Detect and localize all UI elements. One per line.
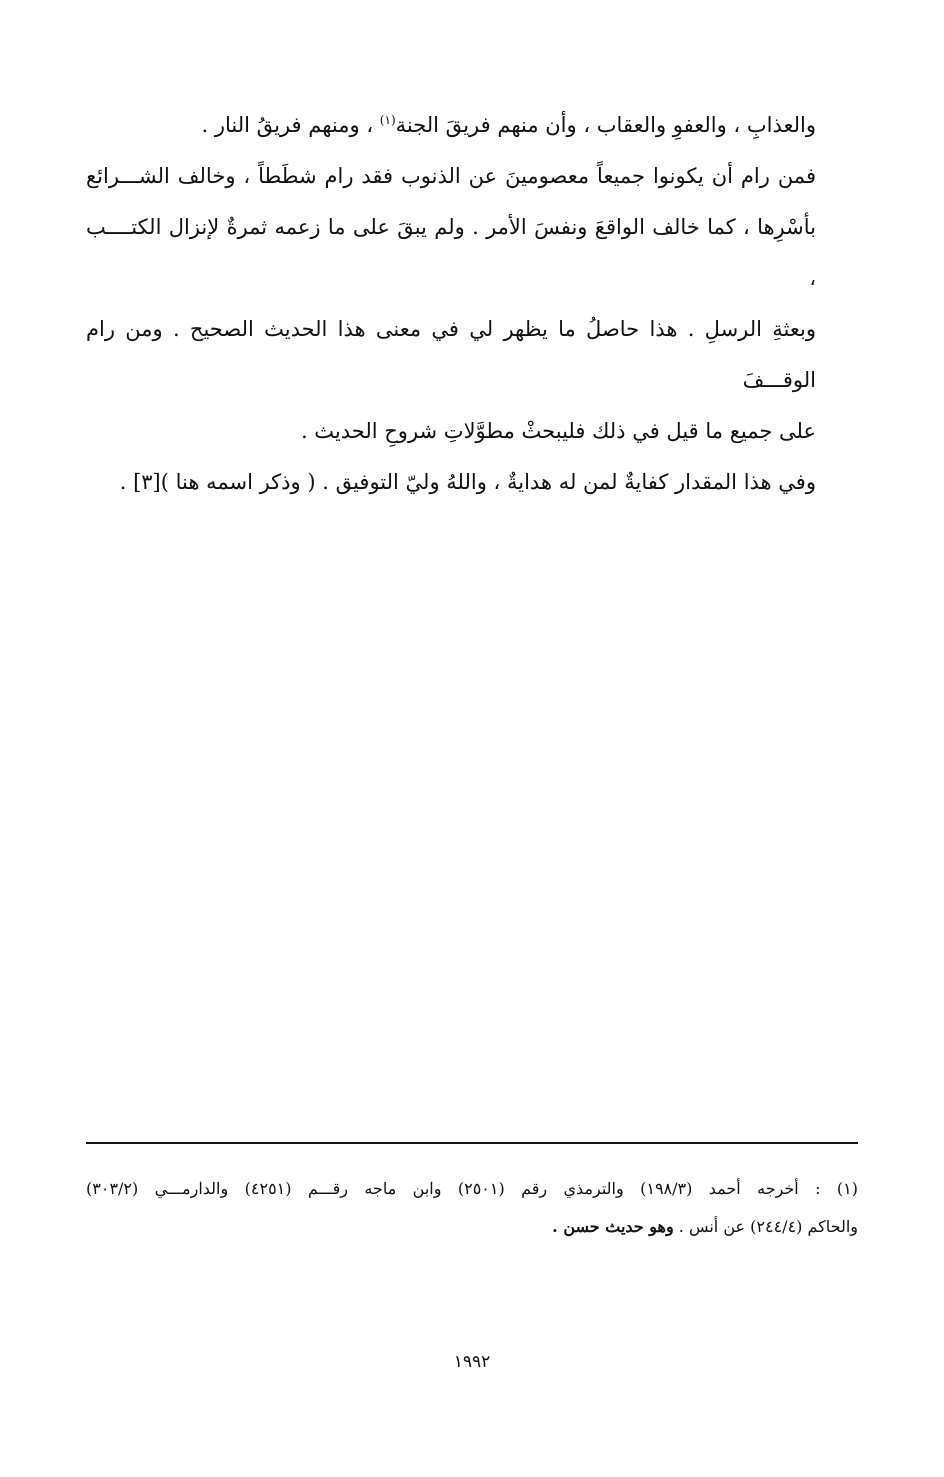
text-line-1 <box>86 100 816 151</box>
footnote-citation: والحاكم (٢٤٤/٤) عن أنس . <box>678 1217 858 1236</box>
text-line-1-start: والعذابِ ، والعفوِ والعقاب ، وأن منهم فريقَ الجنة <box>395 113 816 137</box>
footnote-reference: (١) <box>379 113 396 127</box>
footnote-grading: وهو حديث حسن . <box>552 1217 674 1236</box>
footnotes <box>86 1170 858 1246</box>
footnote-separator <box>86 1142 858 1144</box>
text-line-2: فمن رام أن يكونوا جميعاً معصومينَ عن الذنوب فقد رام شطَطاً ، وخالف الشـــرائع <box>86 164 816 188</box>
text-line-3: بأسْرِها ، كما خالف الواقعَ ونفسَ الأمر . ولم يبقَ على ما زعمه ثمرةٌ لإنزال الكتــــب ، <box>86 215 816 290</box>
page-number: ١٩٩٢ <box>453 1352 491 1372</box>
main-text <box>86 100 816 508</box>
text-line-6: وفي هذا المقدار كفايةٌ لمن له هدايةٌ ، واللهُ وليّ التوفيق . ( وذكر اسمه هنا )[٣] . <box>119 470 816 494</box>
text-line-4: وبعثةِ الرسلِ . هذا حاصلُ ما يظهر لي في معنى هذا الحديث الصحيح . ومن رام الوقـــفَ <box>86 317 816 392</box>
footnote-line-2 <box>86 1208 858 1246</box>
text-line-5: على جميع ما قيل في ذلك فليبحثْ مطوَّلاتِ شروحِ الحديث . <box>300 419 816 443</box>
text-line-1-end: ، ومنهم فريقُ النار . <box>201 113 374 137</box>
footnote-line-1: (١) : أخرجه أحمد (١٩٨/٣) والترمذي رقم (٢٥٠١) وابن ماجه رقـــم (٤٢٥١) والدارمـــي (٣٠٣/٢) <box>86 1179 858 1198</box>
